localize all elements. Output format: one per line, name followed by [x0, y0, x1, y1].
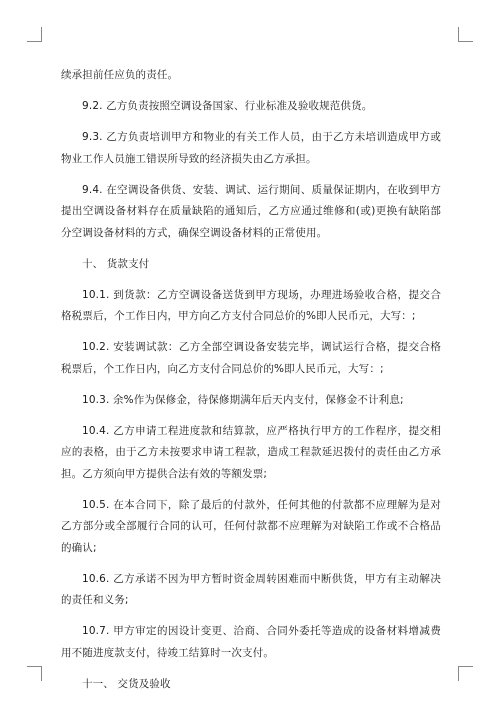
section-heading-payment: 十、 货款支付	[82, 257, 150, 270]
clause-10-3: 10.3. 余%作为保修金，待保修期满年后天内支付，保修金不计利息;	[82, 393, 404, 406]
document-body	[61, 65, 441, 705]
clause-9-3: 9.3. 乙方负责培训甲方和物业的有关工作人员，由于乙方未培训造成甲方或物业工作人员施工错误所导致的经济损失由乙方承担。	[61, 131, 441, 165]
clause-10-2: 10.2. 安装调试款：乙方全部空调设备安装完毕，调试运行合格，提交合格税票后，个工作日内，向乙方支付合同总价的%即人民币元，大写：;	[61, 341, 441, 375]
clause-10-5: 10.5. 在本合同下，除了最后的付款外，任何其他的付款都不应理解为是对乙方部分或全部履行合同的认可，任何付款都不应理解为对缺陷工作或不合格品的确认;	[61, 498, 441, 554]
crop-mark-top-left	[27, 27, 42, 42]
paragraph-continuation: 续承担前任应负的责任。	[61, 69, 179, 81]
crop-mark-bottom-right	[458, 666, 473, 681]
crop-mark-bottom-left	[27, 666, 42, 681]
clause-10-7: 10.7. 甲方审定的因设计变更、洽商、合同外委托等造成的设备材料增减费用不随进度款支付，待竣工结算时一次支付。	[61, 625, 441, 659]
clause-10-4: 10.4. 乙方申请工程进度款和结算款，应严格执行甲方的工作程序，提交相应的表格，由于乙方未按要求申请工程款，造成工程款延迟拨付的责任由乙方承担。乙方须向甲方提供合法有效的等额发票;	[61, 424, 441, 480]
clause-9-2: 9.2. 乙方负责按照空调设备国家、行业标准及验收规范供货。	[82, 100, 373, 113]
clause-10-6: 10.6. 乙方承诺不因为甲方暂时资金周转困难而中断供货，甲方有主动解决的责任和义务;	[61, 572, 441, 606]
crop-mark-top-right	[458, 27, 473, 42]
clause-10-1: 10.1. 到货款：乙方空调设备送货到甲方现场，办理进场验收合格，提交合格税票后，个工作日内，甲方向乙方支付合同总价的%即人民币元，大写：;	[61, 288, 441, 323]
section-heading-delivery: 十一、 交货及验收	[82, 677, 171, 690]
clause-9-4: 9.4. 在空调设备供货、安装、调试、运行期间、质量保证期内，在收到甲方提出空调设备材料存在质量缺陷的通知后，乙方应通过维修和(或)更换有缺陷部分空调设备材料的方式，确保空调设备材料的正常使用。	[61, 183, 441, 239]
